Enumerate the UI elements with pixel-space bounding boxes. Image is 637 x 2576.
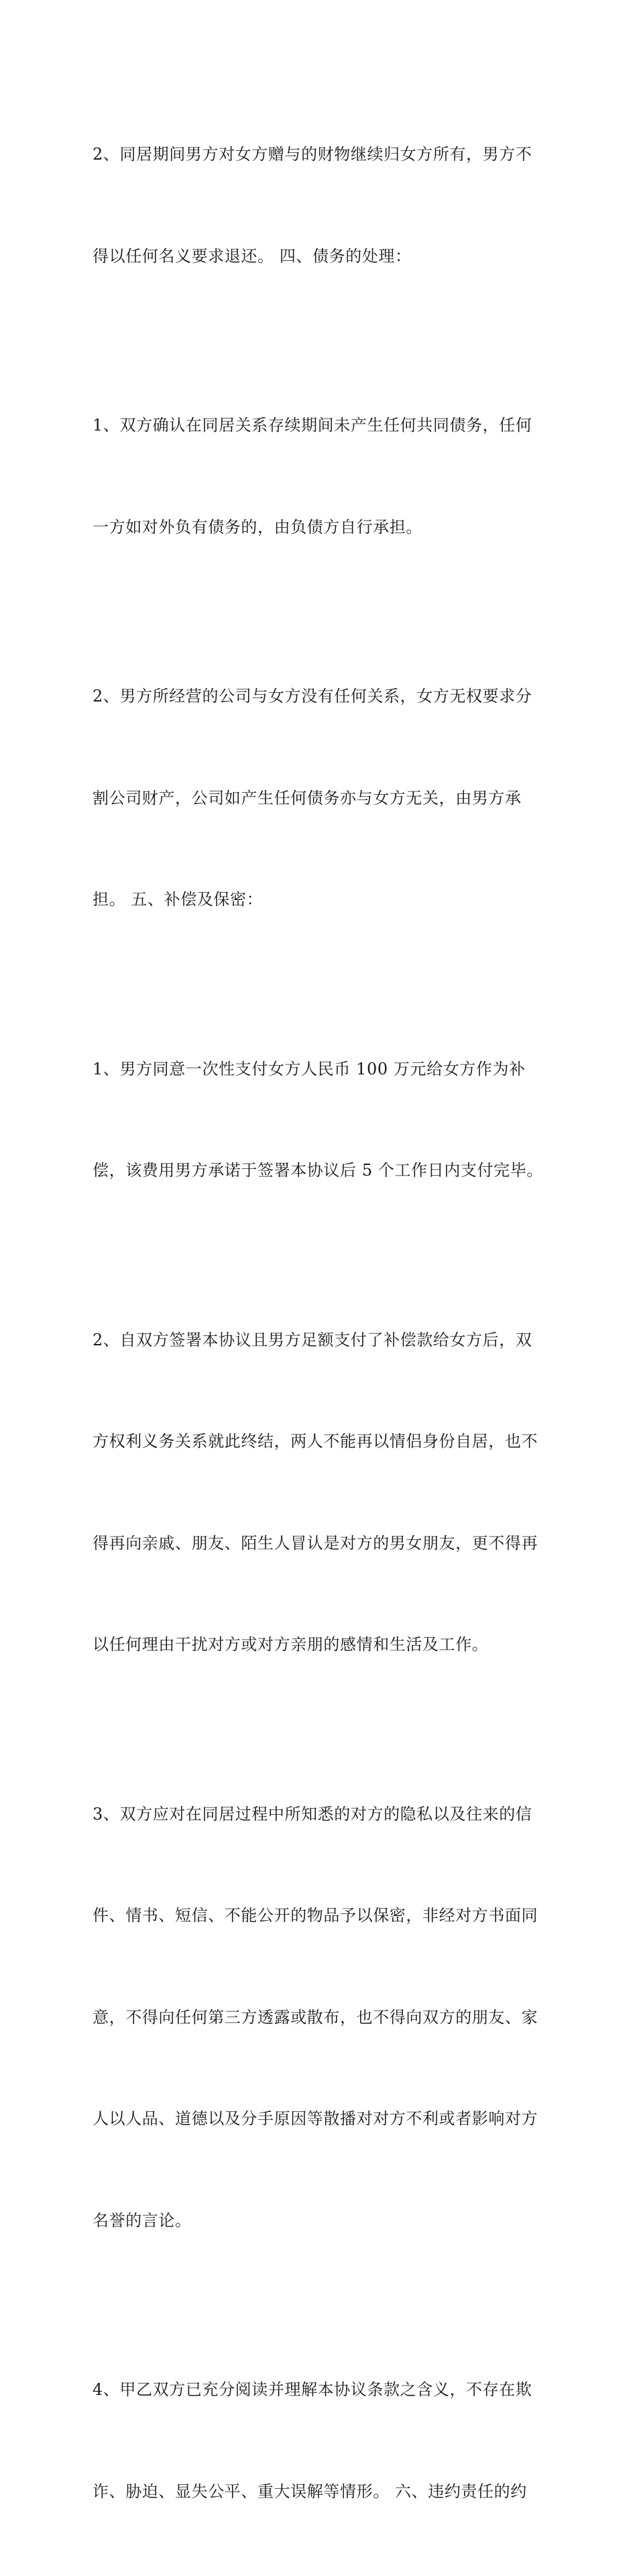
paragraph-understanding-clause bbox=[93, 2305, 548, 2576]
paragraph-no-joint-debt bbox=[93, 341, 548, 612]
document-body bbox=[93, 70, 548, 2576]
text-line: 意，不得向任何第三方透露或散布，也不得向双方的朋友、家 bbox=[93, 2007, 538, 2027]
text-line: 得以任何名义要求退还。 四、债务的处理： bbox=[93, 246, 412, 266]
paragraph-compensation bbox=[93, 985, 548, 1255]
text-line: 割公司财产，公司如产生任何债务亦与女方无关，由男方承 bbox=[93, 788, 522, 807]
paragraph-relationship-termination bbox=[93, 1255, 548, 1730]
text-line: 一方如对外负有债务的，由负债方自行承担。 bbox=[93, 517, 422, 537]
text-line: 得再向亲戚、朋友、陌生人冒认是对方的男女朋友，更不得再 bbox=[93, 1533, 538, 1553]
text-line: 名誉的言论。 bbox=[93, 2210, 192, 2230]
text-line: 偿，该费用男方承诺于签署本协议后 5 个工作日内支付完毕。 bbox=[93, 1161, 543, 1180]
text-line: 2、同居期间男方对女方赠与的财物继续归女方所有，男方不 bbox=[93, 145, 532, 164]
text-line: 担。 五、补偿及保密： bbox=[93, 890, 264, 909]
text-line: 件、情书、短信、不能公开的物品予以保密，非经对方书面同 bbox=[93, 1906, 538, 1925]
text-line: 人以人品、道德以及分手原因等散播对对方不利或者影响对方 bbox=[93, 2109, 538, 2128]
text-line: 1、双方确认在同居关系存续期间未产生任何共同债务，任何 bbox=[93, 416, 532, 435]
paragraph-confidentiality bbox=[93, 1730, 548, 2306]
text-line: 诈、胁迫、显失公平、重大误解等情形。 六、违约责任的约 bbox=[93, 2481, 527, 2501]
paragraph-company-debt bbox=[93, 612, 548, 985]
text-line: 3、双方应对在同居过程中所知悉的对方的隐私以及往来的信 bbox=[93, 1804, 532, 1824]
text-line: 4、甲乙双方已充分阅读并理解本协议条款之含义，不存在欺 bbox=[93, 2380, 532, 2399]
text-line: 1、男方同意一次性支付女方人民币 100 万元给女方作为补 bbox=[93, 1059, 526, 1078]
paragraph-gift-ownership bbox=[93, 70, 548, 341]
text-line: 2、自双方签署本协议且男方足额支付了补偿款给女方后，双 bbox=[93, 1330, 532, 1349]
text-line: 以任何理由干扰对方或对方亲朋的感情和生活及工作。 bbox=[93, 1635, 489, 1654]
text-line: 方权利义务关系就此终结，两人不能再以情侣身份自居，也不 bbox=[93, 1432, 538, 1451]
text-line: 2、男方所经营的公司与女方没有任何关系，女方无权要求分 bbox=[93, 687, 532, 706]
